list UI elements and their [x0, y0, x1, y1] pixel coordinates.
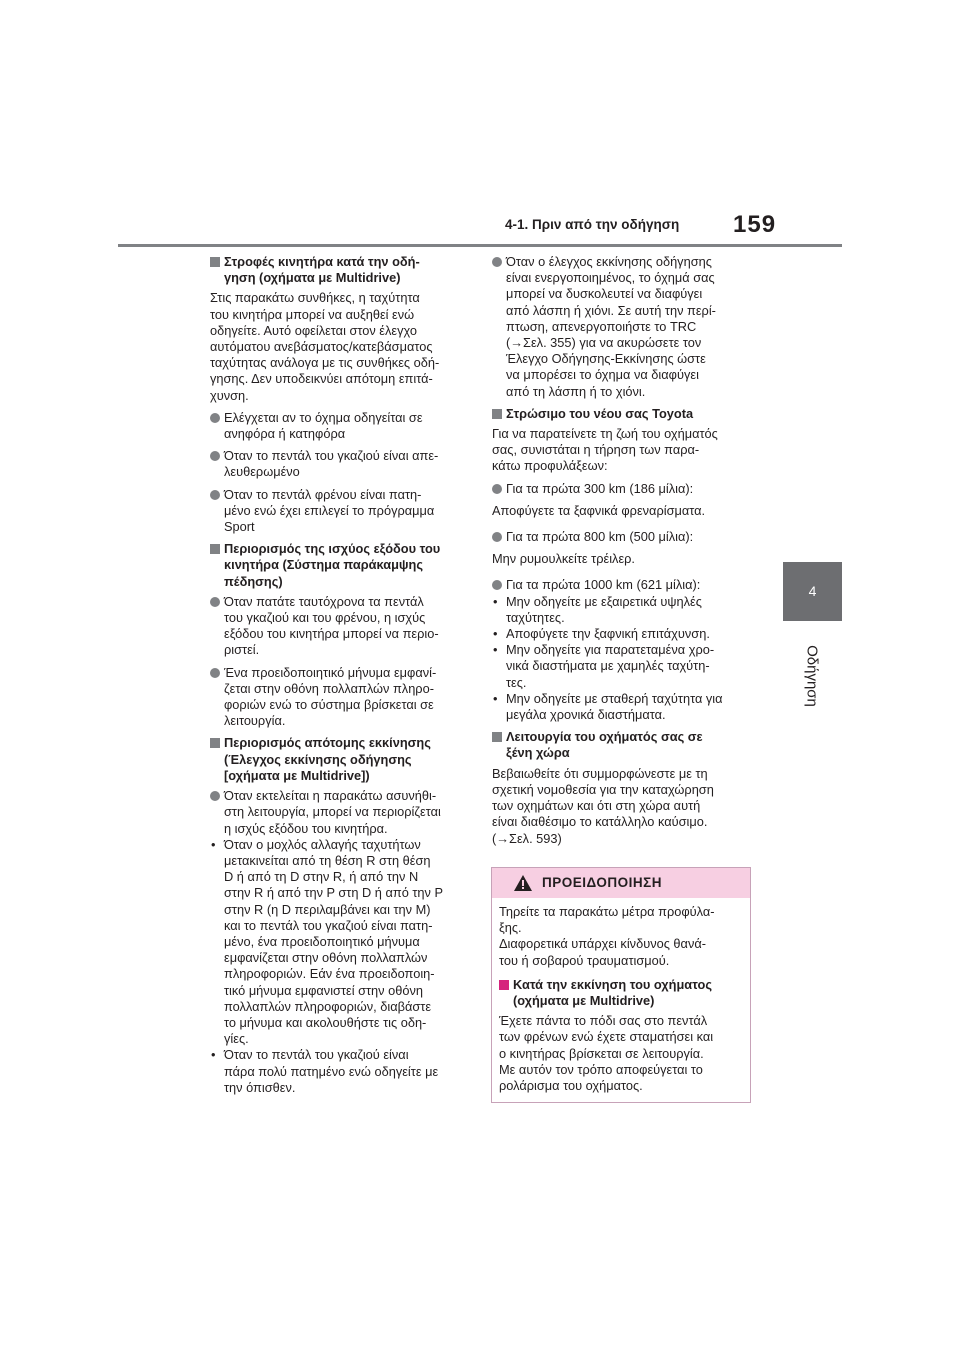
warning-body	[492, 898, 750, 1094]
bullet-1000km: Για τα πρώτα 1000 km (621 μίλια):	[492, 577, 754, 593]
heading-foreign-country: Λειτουργία του οχήματός σας σε ξένη χώρα	[492, 729, 754, 761]
warning-heading: Κατά την εκκίνηση του οχήματος (οχήματα με Multidrive)	[499, 977, 743, 1009]
chapter-tab-label: Οδήγηση	[803, 645, 821, 707]
bullet-800km: Για τα πρώτα 800 km (500 μίλια):	[492, 529, 754, 545]
para-foreign-country: Βεβαιωθείτε ότι συμμορφώνεστε με τη σχετική νομοθεσία για την καταχώρηση των οχημάτων και ότι στη χώρα αυτή είναι διαθέσιμο το κατάλληλο καύσιμο. (→Σελ. 593)	[492, 765, 714, 846]
right-column	[492, 254, 754, 853]
sub-bullet-reverse: • Όταν το πεντάλ του γκαζιού είναι πάρα πολύ πατημένο ενώ οδηγείτε με την όπισθεν.	[210, 1047, 472, 1096]
text-300km: Αποφύγετε τα ξαφνικά φρεναρίσματα.	[492, 502, 706, 518]
heading-break-in: Στρώσιμο του νέου σας Toyota	[492, 406, 754, 422]
sub-bullet-constant-speed: • Μην οδηγείτε με σταθερή ταχύτητα για μεγάλα χρονικά διαστήματα.	[492, 691, 754, 723]
chapter-tab-number[interactable]: 4	[783, 562, 842, 621]
page-number: 159	[733, 211, 777, 238]
warning-intro: Τηρείτε τα παρακάτω μέτρα προφύλα- ξης. Διαφορετικά υπάρχει κίνδυνος θανά- του ή σοβαρού τραυματισμού.	[499, 904, 715, 968]
header-rule	[118, 244, 842, 247]
section-title: 4-1. Πριν από την οδήγηση	[505, 217, 680, 232]
bullet-300km: Για τα πρώτα 300 km (186 μίλια):	[492, 481, 754, 497]
bullet-both-pedals: Όταν πατάτε ταυτόχρονα τα πεντάλ του γκαζιού και του φρένου, η ισχύς εξόδου του κινητήρα μπορεί να περιο- ριστεί.	[210, 594, 472, 659]
sub-bullet-high-speed: • Μην οδηγείτε με εξαιρετικά υψηλές ταχύτητες.	[492, 594, 754, 626]
left-column	[210, 254, 472, 1096]
sub-bullet-low-gear: • Μην οδηγείτε για παρατεταμένα χρο- νικά διαστήματα με χαμηλές ταχύτη- τες.	[492, 642, 754, 691]
warning-title: ΠΡΟΕΙΔΟΠΟΙΗΣΗ	[542, 875, 662, 890]
bullet-warning-message: Ένα προειδοποιητικό μήνυμα εμφανί- ζεται στην οθόνη πολλαπλών πληρο- φοριών ενώ το σύστημα βρίσκεται σε λειτουργία.	[210, 665, 472, 730]
text-800km: Μην ρυμουλκείτε τρέιλερ.	[492, 551, 635, 567]
para-engine-speed: Στις παρακάτω συνθήκες, η ταχύτητα του κινητήρα μπορεί να αυξηθεί ενώ οδηγείτε. Αυτό οφείλεται στον έλεγχο αυτόματου ανεβάσματος/κατεβάσματος ταχύτητας ανάλογα με τις συνθήκες οδή- γησης. Δεν υποδεικνύει απότομη επιτά- χυνση.	[210, 290, 440, 403]
warning-para: Έχετε πάντα το πόδι σας στο πεντάλ των φρένων ενώ έχετε σταματήσει και ο κινητήρας βρίσκεται σε λειτουργία. Με αυτόν τον τρόπο αποφεύγεται το ρολάρισμα του οχήματος.	[499, 1013, 714, 1094]
bullet-accelerator-released: Όταν το πεντάλ του γκαζιού είναι απε- λευθερωμένο	[210, 448, 472, 480]
heading-engine-speed: Στροφές κινητήρα κατά την οδή- γηση (οχήματα με Multidrive)	[210, 254, 472, 286]
warning-header	[492, 868, 750, 898]
sub-bullet-shift-lever: • Όταν ο μοχλός αλλαγής ταχυτήτων μετακινείται από τη θέση R στη θέση D ή από τη D στην R, ή από την N στην R ή από την P στη D ή από την P στην R (η D περιλαμβάνει και την M) και το πεντάλ του γκαζιού είναι πατη- μένο, ένα προειδοποιητικό μήνυμα εμφανίζεται στην οθόνη πολλαπλών πληροφοριών. Εάν ένα προειδοποιη- τικό μήνυμα εμφανιστεί στην οθόνη πολλαπλών πληροφοριών, διαβάστε το μήνυμα και ακολουθήστε τις οδη- γίες.	[210, 837, 472, 1048]
bullet-trc: Όταν ο έλεγχος εκκίνησης οδήγησης είναι ενεργοποιημένος, το όχημά σας μπορεί να δυσκολευτεί να διαφύγει από λάσπη ή χιόνι. Σε αυτή την περί- πτωση, απενεργοποιήστε το TRC (→Σελ. 355) για να ακυρώσετε τον Έλεγχο Οδήγησης-Εκκίνησης ώστε να μπορέσει το όχημα να διαφύγει από τη λάσπη ή το χιόνι.	[492, 254, 754, 400]
heading-brake-override: Περιορισμός της ισχύος εξόδου του κινητήρα (Σύστημα παράκαμψης πέδησης)	[210, 541, 472, 590]
warning-box	[491, 867, 751, 1103]
bullet-unusual-operation: Όταν εκτελείται η παρακάτω ασυνήθι- στη λειτουργία, μπορεί να περιορίζεται η ισχύς εξόδου του κινητήρα.	[210, 788, 472, 837]
bullet-slope: Ελέγχεται αν το όχημα οδηγείται σε ανηφόρα ή κατηφόρα	[210, 410, 472, 442]
bullet-brake-sport: Όταν το πεντάλ φρένου είναι πατη- μένο ενώ έχει επιλεγεί το πρόγραμμα Sport	[210, 487, 472, 536]
sub-bullet-acceleration: • Αποφύγετε την ξαφνική επιτάχυνση.	[492, 626, 754, 642]
para-break-in: Για να παρατείνετε τη ζωή του οχήματός σας, συνιστάται η τήρηση των παρα- κάτω προφυλάξεων:	[492, 426, 718, 474]
warning-triangle-icon	[514, 875, 532, 891]
heading-start-control: Περιορισμός απότομης εκκίνησης (Έλεγχος εκκίνησης οδήγησης [οχήματα με Multidrive])	[210, 735, 472, 784]
